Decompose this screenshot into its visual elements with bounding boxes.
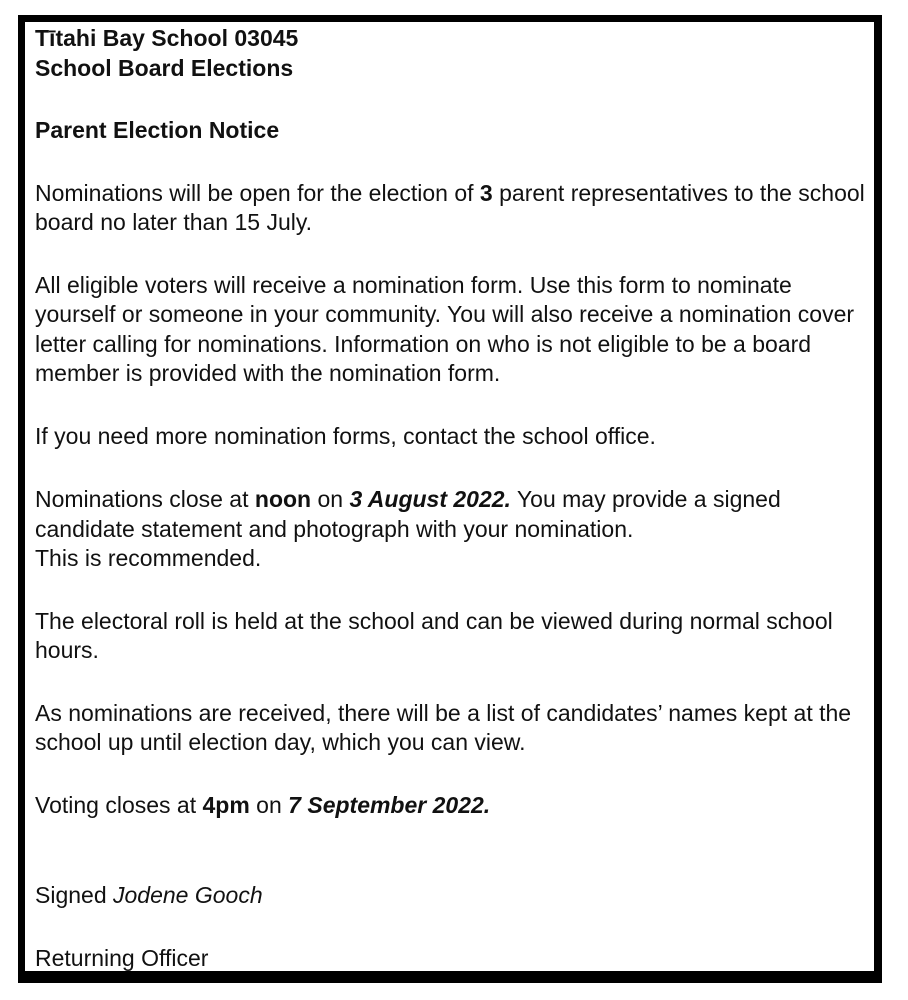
para4-statement-text: You may provide a signed candidate statement and photograph with your nomination.	[35, 486, 781, 542]
close-time: noon	[254, 486, 312, 512]
para7-text-start: Voting closes at	[35, 791, 203, 818]
recommendation-text: This is recommended.	[35, 545, 262, 571]
para1-text-start: Nominations will be open for the election of	[35, 179, 480, 206]
officer-role: Returning Officer	[35, 944, 209, 971]
nomination-form-paragraph: All eligible voters will receive a nomination form. Use this form to nominate yourself or someone in your community. You will also receive a nomination cover letter calling for nominations. Information on who is not eligible to be a board member is provided with the nomination form.	[35, 271, 855, 386]
para7-on: on	[249, 791, 289, 818]
nominations-open-paragraph	[35, 179, 865, 238]
candidate-list-paragraph: As nominations are received, there will be a list of candidates’ names kept at the school up until election day, which you can view.	[35, 699, 852, 755]
signed-label: Signed	[35, 882, 114, 908]
school-name-heading: Tītahi Bay School 03045	[35, 25, 299, 51]
representative-count: 3	[479, 179, 493, 206]
para4-text-start: Nominations close at	[35, 486, 255, 512]
elections-heading: School Board Elections	[35, 54, 294, 81]
signed-line	[35, 881, 865, 911]
notice-title: Parent Election Notice	[35, 117, 280, 143]
para1-text-end: parent representatives to the school board no later than 15 July.	[35, 179, 865, 235]
nominations-close-paragraph	[35, 485, 865, 574]
close-date: 3 August 2022.	[349, 486, 511, 512]
para4-on: on	[311, 486, 350, 512]
voting-close-time: 4pm	[202, 791, 250, 818]
electoral-roll-paragraph: The electoral roll is held at the school and can be viewed during normal school hours.	[35, 607, 833, 663]
voting-close-date: 7 September 2022.	[288, 791, 491, 818]
notice-content	[35, 24, 865, 973]
more-forms-paragraph: If you need more nomination forms, contact the school office.	[35, 422, 656, 449]
voting-closes-paragraph	[35, 791, 865, 821]
officer-name: Jodene Gooch	[113, 882, 263, 908]
